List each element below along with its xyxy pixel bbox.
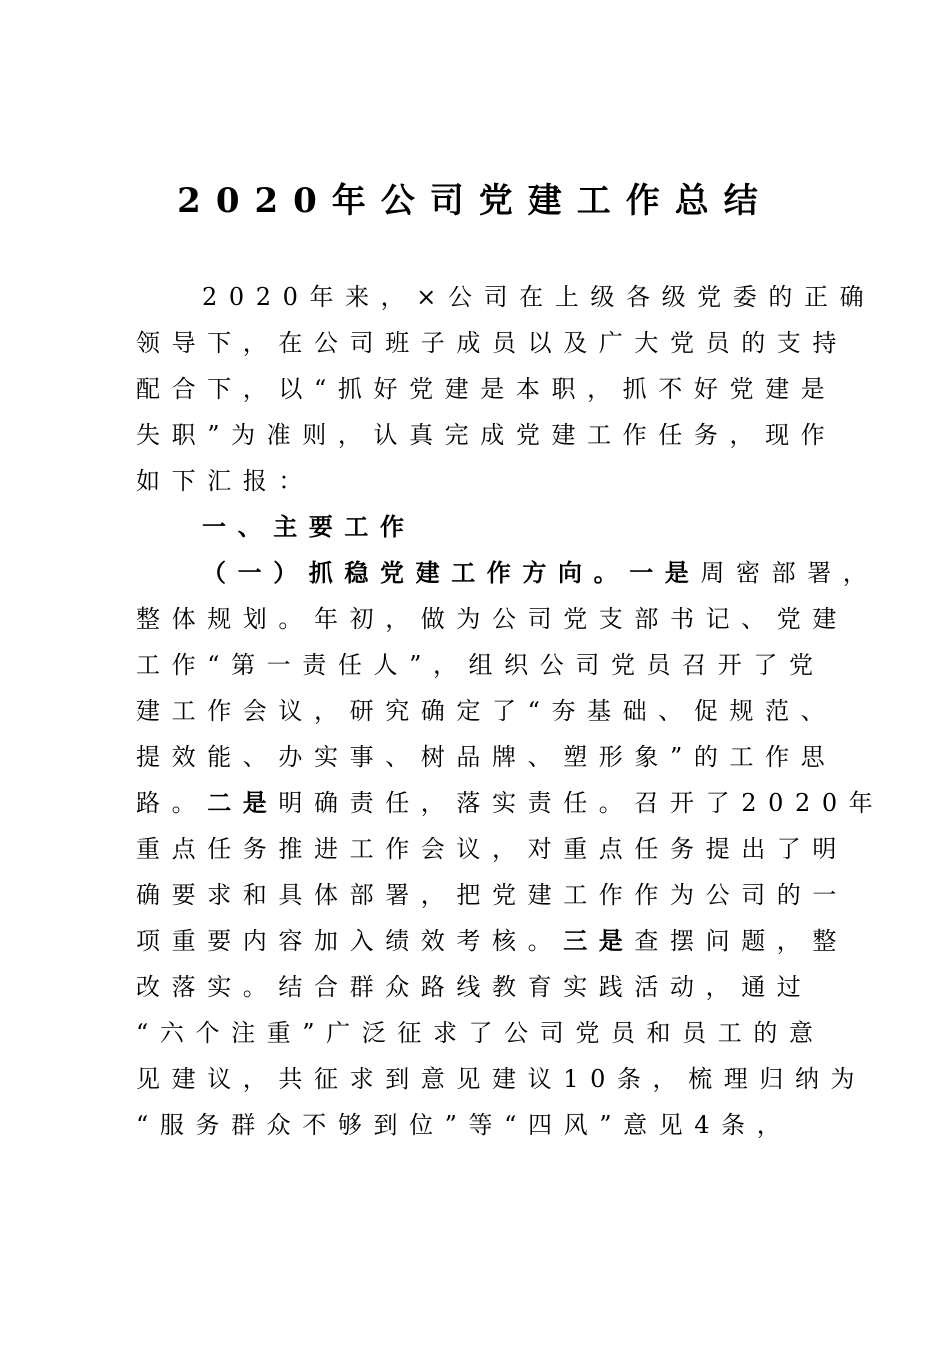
emphasis-label: 二是 [207, 788, 279, 817]
paragraph-line: 2020年来，×公司在上级各级党委的正确 [202, 283, 876, 311]
paragraph-line: 确要求和具体部署，把党建工作作为公司的一 [136, 881, 848, 909]
line-text: 项重要内容加入绩效考核。 [136, 927, 564, 955]
paragraph-line: 改落实。结合群众路线教育实践活动，通过 [136, 973, 813, 1001]
paragraph-line: “六个注重”广泛征求了公司党员和员工的意 [136, 1019, 825, 1047]
paragraph-line [136, 780, 885, 826]
subsection-heading: （一）抓稳党建工作方向。一是 [202, 558, 701, 587]
line-text: 明确责任，落实责任。召开了2020年 [278, 789, 885, 817]
paragraph-line: “服务群众不够到位”等“四风”意见4条， [136, 1111, 793, 1139]
paragraph-line: 失职”为准则，认真完成党建工作任务，现作 [136, 421, 837, 449]
document-title: 2020年公司党建工作总结 [177, 181, 773, 221]
line-text: 查摆问题，整 [634, 927, 849, 955]
paragraph-line [136, 918, 849, 964]
section-heading: 一、主要工作 [202, 512, 416, 541]
paragraph-line: 配合下，以“抓好党建是本职，抓不好党建是 [136, 375, 837, 403]
paragraph-line: 整体规划。年初，做为公司党支部书记、党建 [136, 605, 848, 633]
document-body [136, 274, 885, 1148]
paragraph-line: 工作“第一责任人”，组织公司党员召开了党 [136, 651, 825, 679]
line-text: 路。 [136, 789, 208, 817]
paragraph-line: 提效能、办实事、树品牌、塑形象”的工作思 [136, 743, 837, 771]
paragraph-line: 领导下，在公司班子成员以及广大党员的支持 [136, 329, 848, 357]
emphasis-label: 三是 [563, 926, 635, 955]
paragraph-line: 见建议，共征求到意见建议10条，梳理归纳为 [136, 1065, 867, 1093]
paragraph-line: 如下汇报： [136, 467, 314, 495]
paragraph-line: 重点任务推进工作会议，对重点任务提出了明 [136, 835, 848, 863]
paragraph-line [136, 550, 879, 596]
line-text: 周密部署， [700, 559, 879, 587]
paragraph-line: 建工作会议，研究确定了“夯基础、促规范、 [136, 697, 837, 725]
